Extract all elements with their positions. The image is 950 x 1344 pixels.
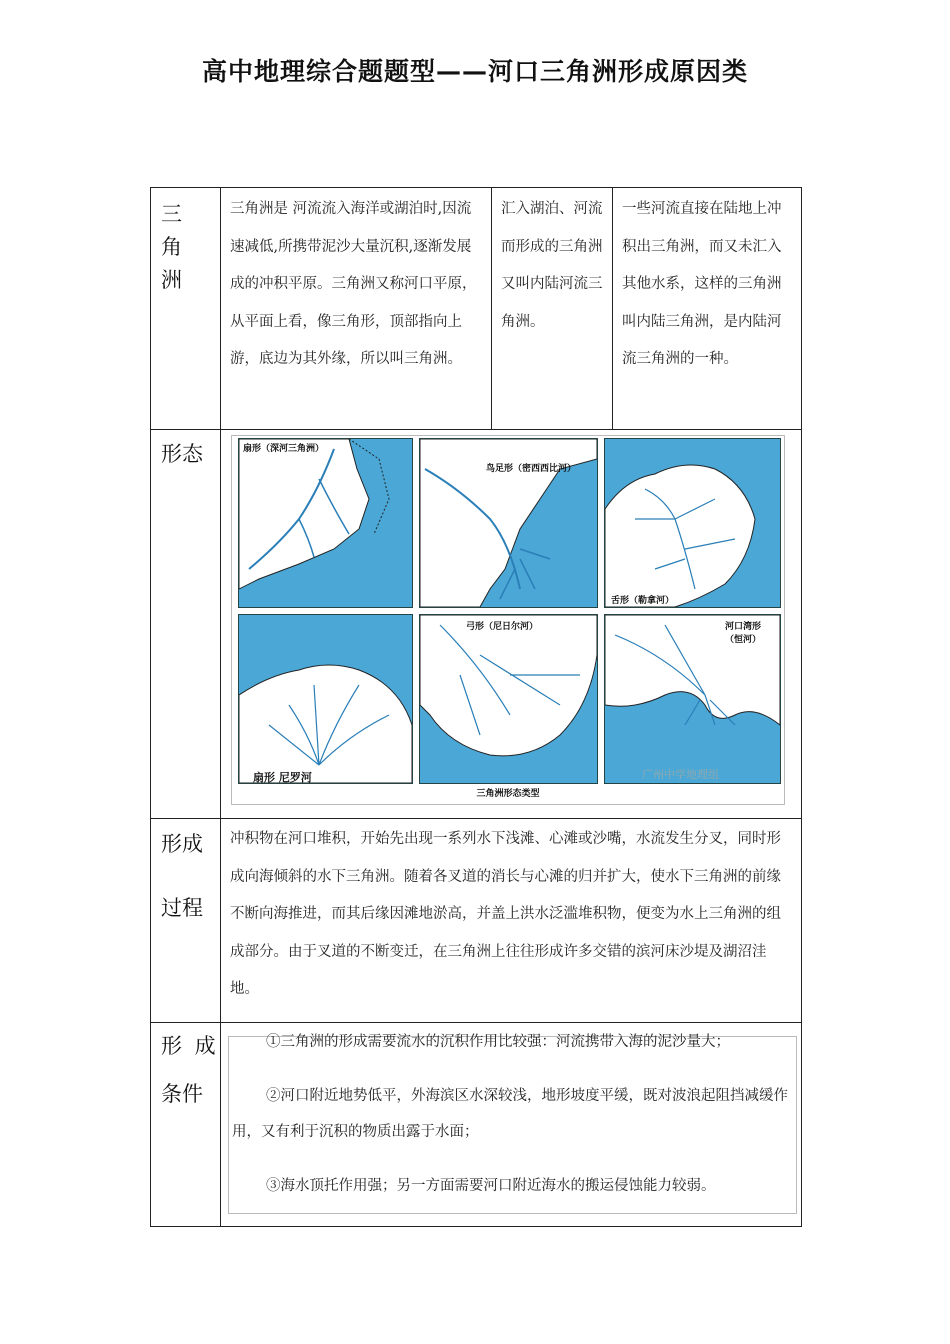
condition-item: ①三角洲的形成需要流水的沉积作用比较强：河流携带入海的泥沙量大；	[266, 1034, 730, 1050]
watermark: 广州中学地理组	[642, 768, 719, 781]
row-divider	[151, 818, 801, 819]
map-panel	[238, 614, 413, 784]
condition-item: ②河口附近地势低平，外海滨区水深较浅，地形坡度平缓，既对波浪起阻挡减缓作用，又有利于沉积的物质出露于水面；	[232, 1088, 788, 1140]
process-text: 冲积物在河口堆积，开始先出现一系列水下浅滩、心滩或沙嘴，水流发生分叉，同时形成向海倾斜的水下三角洲。随着各叉道的消长与心滩的归并扩大，使水下三角洲的前缘不断向海推进，而其后缘因滩地淤高，并盖上洪水泛滥堆积物，便变为水上三角洲的组成部分。由于叉道的不断变迁，在三角洲上往往形成许多交错的滨河床沙堤及湖沼洼地。	[230, 831, 781, 997]
forms-label: 形态	[161, 442, 203, 466]
lake-delta-text: 汇入湖泊、河流而形成的三角洲又叫内陆河流三角洲。	[501, 201, 603, 330]
delta-table	[150, 187, 802, 1227]
column-divider	[220, 188, 221, 1226]
panel-label: 鸟足形（密西西比河）	[486, 464, 577, 474]
conditions-label-line1: 形 成	[161, 1034, 219, 1058]
panel-label: 河口湾形（恒河）	[725, 622, 762, 645]
inland-delta-text: 一些河流直接在陆地上冲积出三角洲，而又未汇入其他水系，这样的三角洲叫内陆三角洲，是内陆河流三角洲的一种。	[622, 201, 782, 367]
definition-label: 三 角 洲	[161, 202, 186, 292]
page-title: 高中地理综合题题型——河口三角洲形成原因类	[201, 57, 748, 86]
row-divider	[151, 429, 801, 430]
definition-text: 三角洲是 河流流入海洋或湖泊时,因流速减低,所携带泥沙大量沉积,逐渐发展成的冲积平原。三角洲又称河口平原，从平面上看，像三角形，顶部指向上游，底边为其外缘，所以叫三角洲。	[230, 201, 477, 367]
conditions-label-line2: 条件	[161, 1082, 203, 1106]
column-divider	[612, 188, 613, 429]
process-label-line1: 形成	[161, 832, 203, 856]
panel-label: 扇形 尼罗河	[253, 771, 312, 784]
figure-caption: 三角洲形态类型	[476, 789, 540, 799]
map-panel	[604, 438, 781, 608]
panel-label: 扇形（深河三角洲）	[243, 444, 325, 454]
condition-item: ③海水顶托作用强；另一方面需要河口附近海水的搬运侵蚀能力较弱。	[266, 1178, 716, 1194]
row-divider	[151, 1022, 801, 1023]
map-panel	[419, 614, 598, 784]
column-divider	[491, 188, 492, 429]
map-panel	[604, 614, 781, 784]
panel-label: 弓形（尼日尔河）	[466, 622, 539, 632]
delta-forms-figure	[231, 435, 785, 805]
map-panel	[238, 438, 413, 608]
map-panel	[419, 438, 598, 608]
panel-label: 舌形（勒拿河）	[611, 596, 675, 606]
conditions-list	[232, 1024, 792, 1204]
process-label-line2: 过程	[161, 896, 203, 920]
